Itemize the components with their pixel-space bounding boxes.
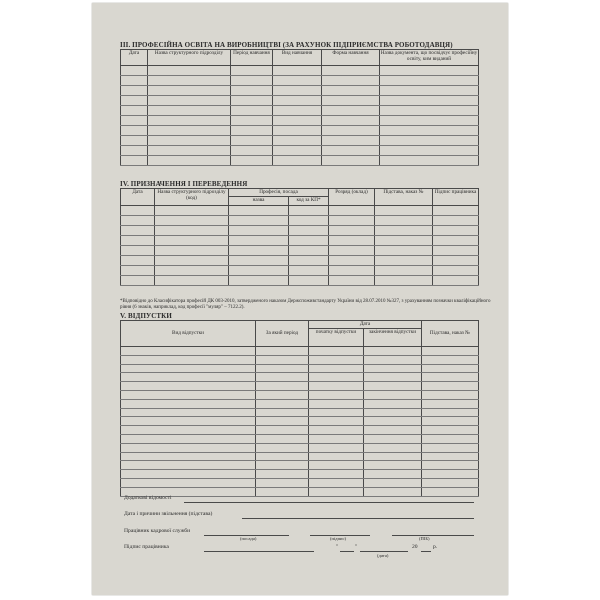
year-suffix: р. (433, 544, 438, 550)
extra-info-label: Додаткові відомості (124, 495, 172, 501)
signature-caption: (підпис) (330, 536, 347, 541)
dismissal-line[interactable] (242, 518, 474, 519)
s4-header-date: Дата (121, 189, 155, 206)
date-quote-open: " (336, 544, 339, 550)
extra-info-line[interactable] (184, 502, 474, 503)
table-row[interactable] (121, 347, 479, 356)
table-row[interactable] (121, 417, 479, 426)
table-row[interactable] (121, 146, 479, 156)
form-sheet (92, 3, 508, 595)
name-caption: (ПІБ) (419, 536, 430, 541)
section4-table (120, 188, 479, 286)
table-row[interactable] (121, 452, 479, 461)
section4-title: IV. ПРИЗНАЧЕННЯ І ПЕРЕВЕДЕННЯ (120, 180, 248, 188)
table-row[interactable] (121, 373, 479, 382)
table-row[interactable] (121, 434, 479, 443)
table-row[interactable] (121, 408, 479, 417)
hr-name-line[interactable] (392, 535, 474, 536)
s4-header-grade: Розряд (оклад) (329, 189, 375, 206)
table-row[interactable] (121, 276, 479, 286)
table-row[interactable] (121, 364, 479, 373)
s3-header-document: Назва документа, що посвідчує професійну освіту, ким виданий (380, 50, 479, 66)
s5-header-date: Дата (309, 321, 422, 329)
s4-header-code: код за КП* (289, 197, 329, 206)
table-row[interactable] (121, 136, 479, 146)
table-row[interactable] (121, 470, 479, 479)
s4-header-profession: Професія, посада (229, 189, 329, 197)
s4-header-name: назва (229, 197, 289, 206)
section3-title: III. ПРОФЕСІЙНА ОСВІТА НА ВИРОБНИЦТВІ (ЗА РАХУНОК ПІДПРИЄМСТВА РОБОТОДАВЦЯ) (120, 41, 453, 49)
table-row[interactable] (121, 355, 479, 364)
s4-header-signature: Підпис працівника (433, 189, 479, 206)
table-row[interactable] (121, 443, 479, 452)
table-row[interactable] (121, 266, 479, 276)
table-row[interactable] (121, 256, 479, 266)
s5-header-basis: Підстава, наказ № (422, 321, 479, 347)
date-year-line[interactable] (421, 551, 431, 552)
year-prefix: 20 (412, 544, 418, 550)
section3-table (120, 49, 479, 166)
table-row[interactable] (121, 382, 479, 391)
date-month-line[interactable] (360, 551, 408, 552)
employee-signature-label: Підпис працівника (124, 544, 169, 550)
table-row[interactable] (121, 86, 479, 96)
employee-signature-line[interactable] (204, 551, 314, 552)
section5-title: V. ВІДПУСТКИ (120, 312, 172, 320)
s5-header-start: початку відпустки (309, 329, 364, 347)
table-row[interactable] (121, 216, 479, 226)
s5-header-period: За який період (256, 321, 309, 347)
s5-header-type: Вид відпустки (121, 321, 256, 347)
table-row[interactable] (121, 390, 479, 399)
date-quote-close: " (355, 544, 358, 550)
table-row[interactable] (121, 66, 479, 76)
date-day-line[interactable] (340, 551, 354, 552)
table-row[interactable] (121, 399, 479, 408)
table-row[interactable] (121, 76, 479, 86)
table-row[interactable] (121, 106, 479, 116)
s3-header-unit: Назва структурного підрозділу (148, 50, 231, 66)
section4-footnote: *Відповідно до Класифікатора професій ДК 003-2010, затвердженого наказом Держспоживстандарту України від 28.07.2010 №327, з урахуванням позначки кваліфікаційного рівня (6 знаків, наприклад, код професії "муляр" – 7122.2). (120, 299, 491, 311)
table-row[interactable] (121, 426, 479, 435)
table-row[interactable] (121, 126, 479, 136)
table-row[interactable] (121, 478, 479, 487)
table-row[interactable] (121, 206, 479, 216)
s3-header-type: Вид навчання (273, 50, 322, 66)
s3-header-period: Період навчання (231, 50, 273, 66)
position-caption: (посада) (240, 536, 257, 541)
hr-worker-label: Працівник кадрової служби (124, 528, 191, 534)
table-row[interactable] (121, 96, 479, 106)
table-row[interactable] (121, 156, 479, 166)
table-row[interactable] (121, 116, 479, 126)
s4-header-unit: Назва структурного підрозділу (код) (155, 189, 229, 206)
table-row[interactable] (121, 226, 479, 236)
date-caption: (дата) (377, 553, 389, 558)
table-row[interactable] (121, 461, 479, 470)
section5-table (120, 320, 479, 497)
s4-header-basis: Підстава, наказ № (375, 189, 433, 206)
dismissal-label: Дата і причини звільнення (підстава) (124, 511, 213, 517)
s5-header-end: закінчення відпустки (364, 329, 422, 347)
table-row[interactable] (121, 487, 479, 496)
s3-header-date: Дата (121, 50, 148, 66)
table-row[interactable] (121, 236, 479, 246)
s3-header-form: Форма навчання (322, 50, 380, 66)
table-row[interactable] (121, 246, 479, 256)
